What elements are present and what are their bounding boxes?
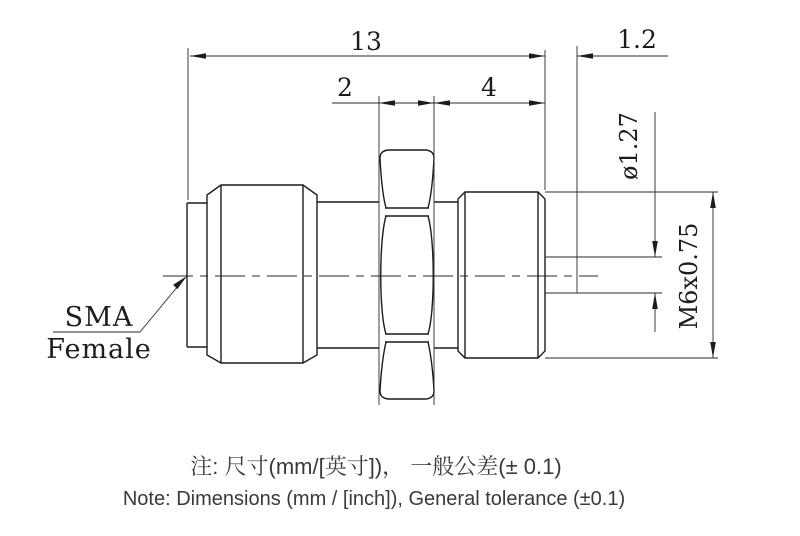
barrel-right	[434, 202, 458, 348]
notes	[123, 454, 625, 510]
connector-body-outline	[187, 150, 662, 399]
dim-label-2: 2	[337, 73, 353, 102]
callout-sma-female	[46, 276, 187, 365]
arrowhead-down	[710, 342, 716, 358]
barrel-left	[317, 202, 379, 348]
dimension-thread-length	[434, 73, 545, 106]
arrowhead-left	[190, 53, 206, 59]
arrowhead-left	[577, 53, 593, 59]
arrowhead-up	[710, 192, 716, 208]
arrowhead-down	[652, 241, 658, 257]
coupling-nut	[207, 185, 317, 363]
dimension-overall-length	[188, 27, 545, 200]
arrowhead-left	[379, 100, 395, 106]
note-chinese: 注: 尺寸(mm/[英寸])， 一般公差(± 0.1)	[190, 454, 562, 479]
mounting-hex	[380, 150, 434, 399]
arrowhead-up	[652, 293, 658, 309]
dim-label-thread-spec: M6x0.75	[675, 222, 703, 330]
dimension-thread-spec	[545, 192, 718, 358]
threaded-body	[458, 192, 545, 358]
front-ring	[187, 203, 207, 347]
arrowhead-right	[529, 100, 545, 106]
dimension-pin-diameter	[615, 112, 658, 332]
callout-line2: Female	[46, 334, 152, 365]
leader-arrowhead	[173, 276, 187, 289]
dim-label-1-2: 1.2	[617, 25, 657, 54]
dim-label-13: 13	[350, 27, 382, 56]
dim-label-4: 4	[481, 73, 497, 102]
arrowhead-right	[529, 53, 545, 59]
tail-pin	[545, 257, 662, 293]
dim-label-pin-diameter: ø1.27	[615, 112, 643, 180]
arrowhead-left	[434, 100, 450, 106]
callout-line1: SMA	[64, 302, 134, 333]
arrowhead-right	[418, 100, 434, 106]
note-english: Note: Dimensions (mm / [inch]), General tolerance (±0.1)	[122, 488, 626, 510]
